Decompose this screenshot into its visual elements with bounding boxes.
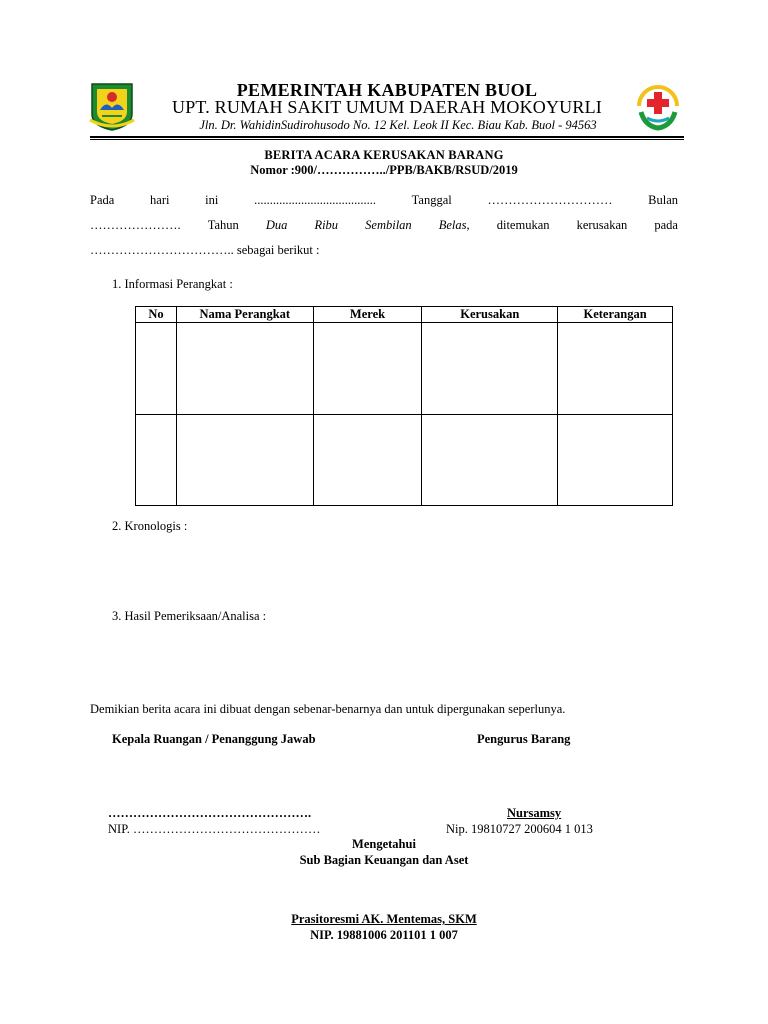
signature-left-name-blank: …………………………………………. xyxy=(108,806,312,820)
acknowledger-nip: NIP. 19881006 201101 1 007 xyxy=(310,928,458,942)
signature-left-nip: NIP. ……………………………………… xyxy=(108,822,321,836)
intro-paragraph xyxy=(90,188,678,263)
signature-left-title: Kepala Ruangan / Penanggung Jawab xyxy=(112,732,316,746)
table-cell[interactable] xyxy=(313,323,422,415)
intro-line-2: …………………. Tahun Dua Ribu Sembilan Belas, ditemukan kerusakan pada xyxy=(90,218,678,232)
device-info-table xyxy=(135,306,673,506)
intro-line-1: Pada hari ini ....................................... Tanggal ………………………… Bulan xyxy=(90,193,678,207)
signature-right-nip: Nip. 19810727 200604 1 013 xyxy=(446,822,593,836)
acknowledged-department: Sub Bagian Keuangan dan Aset xyxy=(299,853,469,867)
table-cell[interactable] xyxy=(558,415,673,506)
signature-right-title: Pengurus Barang xyxy=(477,732,571,746)
acknowledged-label: Mengetahui xyxy=(352,837,416,851)
table-row xyxy=(136,415,673,506)
col-header-no: No xyxy=(136,307,177,323)
header-hospital-name: UPT. RUMAH SAKIT UMUM DAERAH MOKOYURLI xyxy=(172,97,602,117)
table-cell[interactable] xyxy=(136,323,177,415)
col-header-damage: Kerusakan xyxy=(422,307,558,323)
col-header-notes: Keterangan xyxy=(558,307,673,323)
table-cell[interactable] xyxy=(558,323,673,415)
intro-line-3: …………………………….. sebagai berikut : xyxy=(90,243,320,257)
col-header-brand: Merek xyxy=(313,307,422,323)
table-cell[interactable] xyxy=(422,415,558,506)
table-cell[interactable] xyxy=(422,323,558,415)
col-header-device-name: Nama Perangkat xyxy=(176,307,313,323)
table-cell[interactable] xyxy=(136,415,177,506)
section-chronology: 2. Kronologis : xyxy=(112,519,188,533)
table-cell[interactable] xyxy=(176,415,313,506)
closing-statement: Demikian berita acara ini dibuat dengan sebenar-benarnya dan untuk dipergunakan seperlunya. xyxy=(90,702,566,716)
table-cell[interactable] xyxy=(176,323,313,415)
acknowledger-name: Prasitoresmi AK. Mentemas, SKM xyxy=(291,912,477,926)
section-analysis: 3. Hasil Pemeriksaan/Analisa : xyxy=(112,609,267,623)
document-number: Nomor :900/……………../PPB/BAKB/RSUD/2019 xyxy=(250,163,518,177)
header-divider-thin xyxy=(90,139,684,140)
table-cell[interactable] xyxy=(313,415,422,506)
header-divider-thick xyxy=(90,136,684,138)
header-address: Jln. Dr. WahidinSudirohusodo No. 12 Kel. Leok II Kec. Biau Kab. Buol - 94563 xyxy=(199,118,597,132)
document-title: BERITA ACARA KERUSAKAN BARANG xyxy=(264,148,504,162)
signature-right-name: Nursamsy xyxy=(507,806,562,820)
table-header-row xyxy=(136,307,673,323)
table-row xyxy=(136,323,673,415)
header-government-name: PEMERINTAH KABUPATEN BUOL xyxy=(236,80,538,100)
section-device-info: 1. Informasi Perangkat : xyxy=(112,277,233,291)
